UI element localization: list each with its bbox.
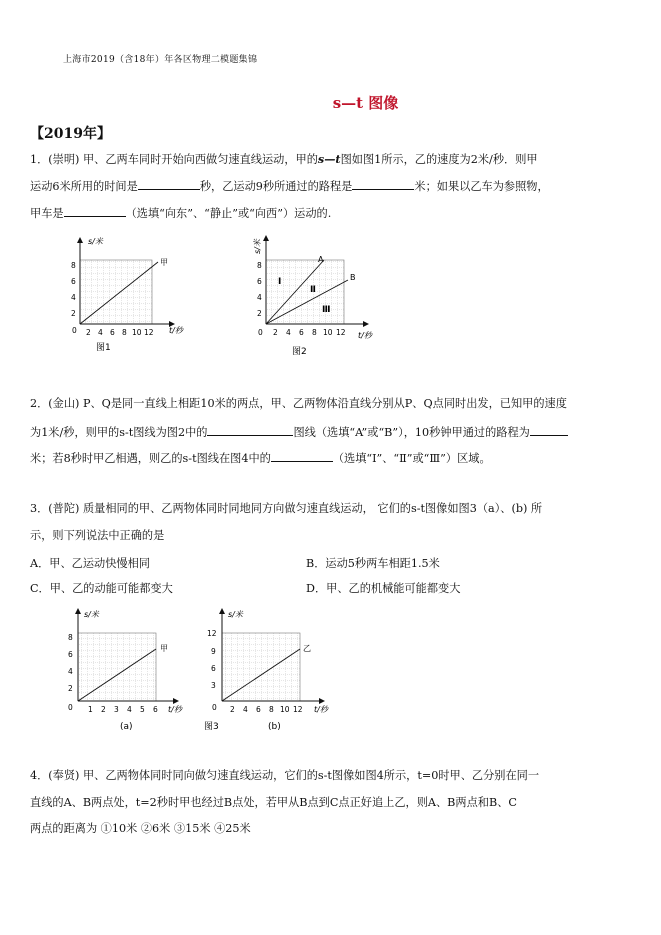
option-B[interactable]: B．运动5秒两车相距1.5米 <box>306 557 440 570</box>
line-B-label: B <box>350 273 356 282</box>
figure-3b <box>196 603 346 733</box>
y-tick: 2 <box>257 309 262 318</box>
x-tick: 10 <box>323 328 333 337</box>
q3-line1: 3．(普陀) 质量相同的甲、乙两物体同时同地同方向做匀速直线运动， 它们的s-t图像如图3（a）、(b) 所 <box>30 502 543 515</box>
y-tick: 6 <box>211 664 216 673</box>
y-tick: 2 <box>71 309 76 318</box>
y-tick: 2 <box>68 684 73 693</box>
x-tick: 0 <box>258 328 263 337</box>
y-label: s/米 <box>253 239 262 254</box>
y-tick: 6 <box>257 277 262 286</box>
y-label: s/米 <box>88 237 103 246</box>
q1-line1: 1．(崇明) 甲、乙两车同时开始向西做匀速直线运动，甲的s—t图如图1所示，乙的速度为2米/秒．则甲 <box>30 152 538 166</box>
y-tick: 6 <box>71 277 76 286</box>
figure-caption: 图2 <box>292 347 307 357</box>
x-tick: 4 <box>243 705 248 714</box>
x-tick: 12 <box>293 705 303 714</box>
year-heading: 【2019年】 <box>30 126 111 142</box>
x-tick: 2 <box>230 705 235 714</box>
y-label: s/米 <box>84 610 99 619</box>
q2-line3: 米；若8秒时甲乙相遇，则乙的s-t图线在图4中的 （选填“Ⅰ”、“Ⅱ”或“Ⅲ”）区域。 <box>30 452 491 465</box>
x-tick: 0 <box>212 703 217 712</box>
blank-6[interactable] <box>271 450 333 462</box>
x-tick: 1 <box>88 705 93 714</box>
x-tick: 10 <box>280 705 290 714</box>
option-C[interactable]: C．甲、乙的动能可能都变大 <box>30 582 173 595</box>
x-tick: 4 <box>127 705 132 714</box>
figure-3-caption: 图3 <box>204 722 219 732</box>
q2-line2: 为1米/秒，则甲的s-t图线为图2中的 图线（选填“A”或“B”），10秒钟甲通过的路程为 <box>30 424 568 440</box>
x-tick: 10 <box>132 328 142 337</box>
figure-caption: 图1 <box>96 343 111 353</box>
figure-caption: (b) <box>268 722 281 732</box>
x-tick: 2 <box>101 705 106 714</box>
x-tick: 5 <box>140 705 145 714</box>
x-tick: 6 <box>256 705 261 714</box>
x-tick: 4 <box>286 328 291 337</box>
blank-4[interactable] <box>207 424 293 436</box>
x-tick: 12 <box>336 328 346 337</box>
x-tick: 2 <box>273 328 278 337</box>
y-tick: 6 <box>68 650 73 659</box>
x-label: t/秒 <box>358 331 372 340</box>
q4-line3: 两点的距离为 ①10米 ②6米 ③15米 ④25米 <box>30 822 251 835</box>
x-tick: 0 <box>72 326 77 335</box>
x-label: t/秒 <box>169 326 183 335</box>
figure-caption: (a) <box>120 722 133 732</box>
line-label: 乙 <box>303 644 311 653</box>
y-tick: 8 <box>257 261 262 270</box>
y-tick: 8 <box>68 633 73 642</box>
figure-2 <box>248 232 388 360</box>
x-tick: 2 <box>86 328 91 337</box>
q2-line1: 2．(金山) P、Q是同一直线上相距10米的两点，甲、乙两物体沿直线分别从P、Q点同时出发，已知甲的速度 <box>30 397 567 410</box>
line-label: 甲 <box>160 644 168 653</box>
q1-line2: 运动6米所用的时间是 秒，乙运动9秒所通过的路程是 米；如果以乙车为参照物， <box>30 180 549 193</box>
y-tick: 12 <box>207 629 217 638</box>
figure-3a <box>58 603 188 733</box>
line-label: 甲 <box>160 258 168 267</box>
blank-1[interactable] <box>138 178 200 190</box>
x-tick: 0 <box>68 703 73 712</box>
option-A[interactable]: A．甲、乙运动快慢相同 <box>30 557 150 570</box>
q1-line3: 甲车是 （选填“向东”、“静止”或“向西”）运动的. <box>30 207 332 220</box>
region-3-label: Ⅲ <box>322 305 331 315</box>
y-tick: 4 <box>257 293 262 302</box>
line-A-label: A <box>318 255 324 264</box>
y-tick: 4 <box>71 293 76 302</box>
y-tick: 4 <box>68 667 73 676</box>
q4-line2: 直线的A、B两点处，t=2秒时甲也经过B点处，若甲从B点到C点正好追上乙，则A、B两点和B、C <box>30 796 517 809</box>
q4-line1: 4．(奉贤) 甲、乙两物体同时同向做匀速直线运动，它们的s-t图像如图4所示，t=0时甲、乙分别在同一 <box>30 769 540 782</box>
y-tick: 9 <box>211 647 216 656</box>
x-tick: 6 <box>153 705 158 714</box>
x-tick: 6 <box>110 328 115 337</box>
y-label: s/米 <box>228 610 243 619</box>
y-tick: 3 <box>211 681 216 690</box>
x-tick: 6 <box>299 328 304 337</box>
blank-5[interactable] <box>530 424 568 436</box>
x-label: t/秒 <box>168 705 182 714</box>
x-tick: 4 <box>98 328 103 337</box>
page-header: 上海市2019（含18年）年各区物理二模题集锦 <box>63 55 258 65</box>
q3-line2: 示，则下列说法中正确的是 <box>30 529 165 542</box>
region-1-label: Ⅰ <box>278 277 282 287</box>
x-tick: 12 <box>144 328 154 337</box>
blank-2[interactable] <box>352 178 414 190</box>
x-tick: 8 <box>269 705 274 714</box>
x-label: t/秒 <box>314 705 328 714</box>
figure-1 <box>62 232 197 357</box>
x-tick: 8 <box>312 328 317 337</box>
page-title: s—t 图像 <box>332 94 399 112</box>
option-D[interactable]: D．甲、乙的机械能可能都变大 <box>306 582 461 595</box>
blank-3[interactable] <box>64 205 126 217</box>
x-tick: 3 <box>114 705 119 714</box>
y-tick: 8 <box>71 261 76 270</box>
region-2-label: Ⅱ <box>310 285 316 295</box>
x-tick: 8 <box>122 328 127 337</box>
